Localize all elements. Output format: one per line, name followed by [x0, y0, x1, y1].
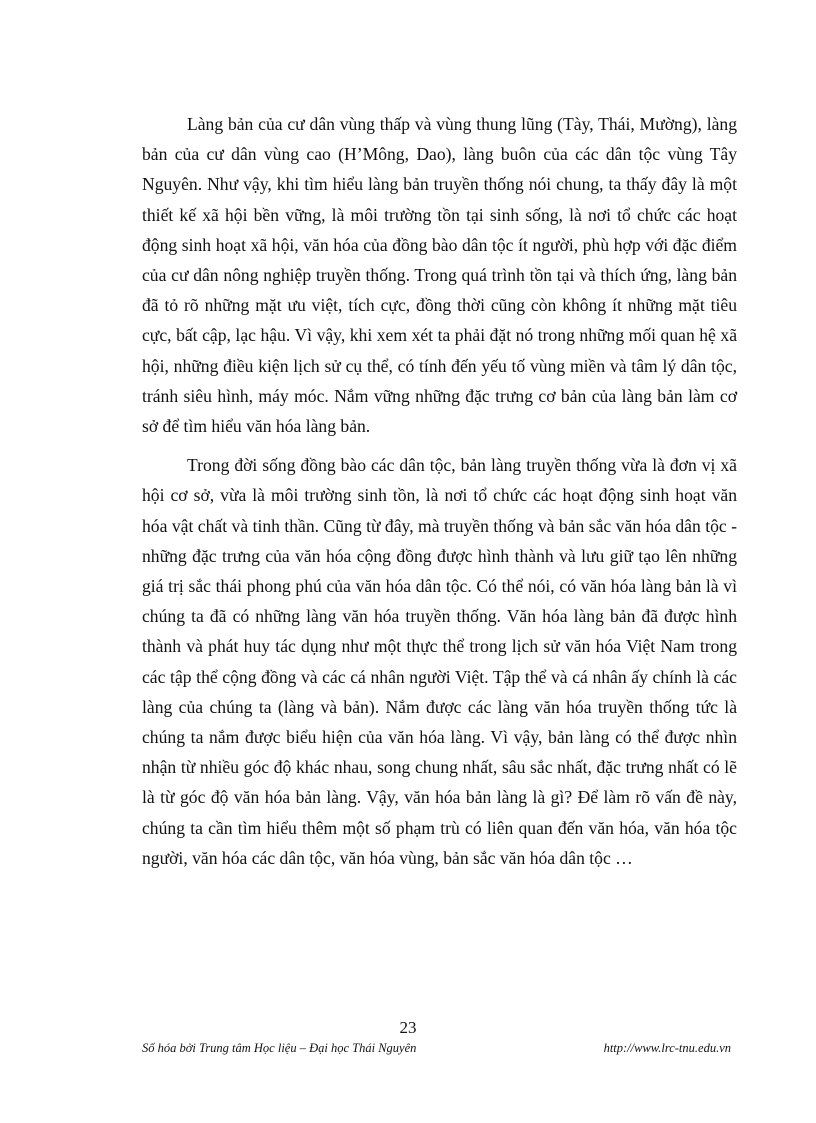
paragraph-1: Làng bản của cư dân vùng thấp và vùng thung lũng (Tày, Thái, Mường), làng bản của cư dân vùng cao (H’Mông, Dao), làng buôn của các dân tộc vùng Tây Nguyên. Như vậy, khi tìm hiểu làng bản truyền thống nói chung, ta thấy đây là một thiết kế xã hội bền vững, là môi trường tồn tại sinh sống, là nơi tổ chức các hoạt động sinh hoạt xã hội, văn hóa của đồng bào dân tộc ít người, phù hợp với đặc điểm của cư dân nông nghiệp truyền thống. Trong quá trình tồn tại và thích ứng, làng bản đã tỏ rõ những mặt ưu việt, tích cực, đồng thời cũng còn không ít những mặt tiêu cực, bất cập, lạc hậu. Vì vậy, khi xem xét ta phải đặt nó trong những mối quan hệ xã hội, những điều kiện lịch sử cụ thể, có tính đến yếu tố vùng miền và tâm lý dân tộc, tránh siêu hình, máy móc. Nắm vững những đặc trưng cơ bản của làng bản làm cơ sở để tìm hiểu văn hóa làng bản.	[142, 114, 737, 437]
footer-url: http://www.lrc-tnu.edu.vn	[603, 1041, 731, 1055]
page-number: 23	[399, 1018, 417, 1037]
footer-credit: Số hóa bởi Trung tâm Học liệu – Đại học Thái Nguyên	[142, 1041, 417, 1055]
body-text	[142, 109, 737, 873]
paragraph-2: Trong đời sống đồng bào các dân tộc, bản làng truyền thống vừa là đơn vị xã hội cơ sở, vừa là môi trường sinh tồn, là nơi tổ chức các hoạt động sinh hoạt văn hóa vật chất và tinh thần. Cũng từ đây, mà truyền thống và bản sắc văn hóa dân tộc - những đặc trưng của văn hóa cộng đồng được hình thành và lưu giữ tạo lên những giá trị sắc thái phong phú của văn hóa dân tộc. Có thể nói, có văn hóa làng bản là vì chúng ta đã có những làng văn hóa truyền thống. Văn hóa làng bản đã được hình thành và phát huy tác dụng như một thực thể trong lịch sử văn hóa Việt Nam trong các tập thể cộng đồng và các cá nhân người Việt. Tập thể và cá nhân ấy chính là các làng của chúng ta (làng và bản). Nắm được các làng văn hóa truyền thống tức là chúng ta nắm được biểu hiện của văn hóa làng. Vì vậy, bản làng có thể được nhìn nhận từ nhiều góc độ khác nhau, song chung nhất, sâu sắc nhất, đặc trưng nhất có lẽ là từ góc độ văn hóa bản làng. Vậy, văn hóa bản làng là gì? Để làm rõ vấn đề này, chúng ta cần tìm hiểu thêm một số phạm trù có liên quan đến văn hóa, văn hóa tộc người, văn hóa các dân tộc, văn hóa vùng, bản sắc văn hóa dân tộc …	[142, 455, 737, 868]
